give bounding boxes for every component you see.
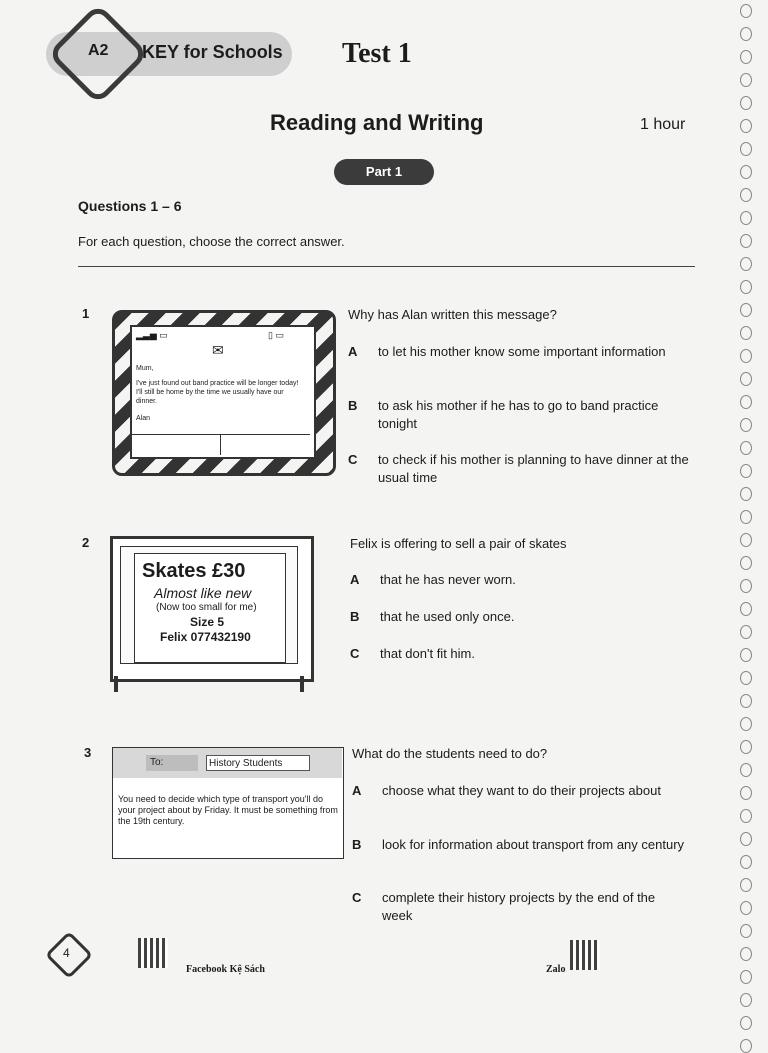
- binder-ring: [740, 901, 752, 915]
- option-text[interactable]: complete their history projects by the end of the week: [382, 890, 656, 923]
- option-letter: C: [350, 646, 360, 661]
- email-body: You need to decide which type of transport you'll do your project about by Friday. It must be something from the 19th century.: [118, 794, 338, 826]
- board-leg: [300, 676, 304, 692]
- binder-ring: [740, 418, 752, 432]
- binder-ring: [740, 280, 752, 294]
- test-title: Test 1: [342, 38, 412, 69]
- battery-icon: ▯ ▭: [268, 330, 284, 340]
- option-text[interactable]: look for information about transport from any century: [382, 837, 685, 852]
- binder-ring: [740, 878, 752, 892]
- envelope-icon: ✉: [212, 342, 224, 358]
- binder-ring: [740, 763, 752, 777]
- binder-ring: [740, 119, 752, 133]
- binder-ring: [740, 740, 752, 754]
- divider: [78, 266, 695, 267]
- binder-ring: [740, 694, 752, 708]
- question-number: 3: [84, 745, 92, 760]
- binder-ring: [740, 510, 752, 524]
- instruction-text: For each question, choose the correct answer.: [78, 234, 345, 249]
- binder-ring: [740, 533, 752, 547]
- exam-name: KEY for Schools: [142, 42, 283, 62]
- binder-ring: [740, 234, 752, 248]
- binder-ring: [740, 303, 752, 317]
- binder-ring: [740, 717, 752, 731]
- binder-ring: [740, 556, 752, 570]
- option-letter: A: [350, 572, 360, 587]
- part-badge: Part 1: [334, 159, 434, 185]
- binder-ring: [740, 441, 752, 455]
- phone-divider: [132, 434, 310, 435]
- facebook-label: Facebook Kệ Sách: [186, 964, 265, 975]
- phone-message: [136, 364, 306, 423]
- phone-button-divider: [220, 435, 221, 455]
- binder-ring: [740, 947, 752, 961]
- binder-ring: [740, 395, 752, 409]
- binder-ring: [740, 993, 752, 1007]
- section-title: Reading and Writing: [270, 110, 484, 135]
- option-text[interactable]: choose what they want to do their projects about: [382, 783, 661, 798]
- binder-ring: [740, 372, 752, 386]
- duration: 1 hour: [640, 116, 686, 133]
- sale-title: Skates £30: [142, 560, 246, 582]
- to-field: History Students: [206, 755, 310, 771]
- zalo-label: Zalo: [546, 964, 566, 975]
- option-letter: B: [352, 837, 362, 852]
- option-text[interactable]: that don't fit him.: [380, 646, 475, 661]
- binder-ring: [740, 625, 752, 639]
- option-text[interactable]: that he used only once.: [380, 609, 515, 624]
- binder-ring: [740, 4, 752, 18]
- qr-code-icon: [138, 938, 168, 968]
- option-text[interactable]: to let his mother know some important information: [378, 344, 666, 359]
- binder-ring: [740, 648, 752, 662]
- qr-code-icon: [570, 940, 600, 970]
- binder-ring: [740, 165, 752, 179]
- option-text[interactable]: to check if his mother is planning to have dinner at the usual time: [378, 452, 689, 485]
- binder-ring: [740, 326, 752, 340]
- binder-ring: [740, 786, 752, 800]
- question-number: 1: [82, 306, 90, 321]
- sale-subtitle: Almost like new: [154, 585, 252, 601]
- option-text[interactable]: that he has never worn.: [380, 572, 516, 587]
- option-letter: B: [348, 398, 358, 413]
- sale-contact: Felix 077432190: [160, 630, 251, 644]
- binder-ring: [740, 257, 752, 271]
- option-letter: A: [348, 344, 358, 359]
- binder-ring: [740, 579, 752, 593]
- option-letter: A: [352, 783, 362, 798]
- option-letter: C: [352, 890, 362, 905]
- option-letter: B: [350, 609, 360, 624]
- binder-ring: [740, 809, 752, 823]
- binder-ring: [740, 855, 752, 869]
- binder-ring: [740, 924, 752, 938]
- binder-ring: [740, 464, 752, 478]
- message-body: I've just found out band practice will be longer today! I'll still be home by the time we usually have our dinner.: [136, 380, 299, 405]
- binder-ring: [740, 188, 752, 202]
- board-leg: [114, 676, 118, 692]
- option-letter: C: [348, 452, 358, 467]
- binder-ring: [740, 96, 752, 110]
- binder-ring: [740, 142, 752, 156]
- question-prompt: Felix is offering to sell a pair of skates: [350, 536, 567, 551]
- page-number: 4: [63, 946, 70, 960]
- sale-note-text: (Now too small for me): [156, 602, 257, 613]
- binder-ring: [740, 970, 752, 984]
- message-greeting: Mum,: [136, 365, 154, 372]
- to-label: To:: [146, 755, 198, 771]
- binder-ring: [740, 671, 752, 685]
- level-label: A2: [88, 42, 109, 59]
- signal-icon: ▂▃▅ ▭: [136, 330, 168, 340]
- binder-ring: [740, 50, 752, 64]
- binder-ring: [740, 1016, 752, 1030]
- binder-ring: [740, 487, 752, 501]
- binder-ring: [740, 73, 752, 87]
- binder-ring: [740, 27, 752, 41]
- message-signature: Alan: [136, 415, 151, 422]
- sale-size: Size 5: [190, 615, 225, 629]
- option-text[interactable]: to ask his mother if he has to go to band practice tonight: [378, 398, 659, 431]
- question-number: 2: [82, 535, 90, 550]
- binder-ring: [740, 602, 752, 616]
- binder-rings: [736, 0, 756, 1024]
- questions-heading: Questions 1 – 6: [78, 198, 182, 214]
- binder-ring: [740, 211, 752, 225]
- binder-ring: [740, 832, 752, 846]
- binder-ring: [740, 1039, 752, 1053]
- question-prompt: Why has Alan written this message?: [348, 307, 557, 322]
- binder-ring: [740, 349, 752, 363]
- question-prompt: What do the students need to do?: [352, 746, 548, 761]
